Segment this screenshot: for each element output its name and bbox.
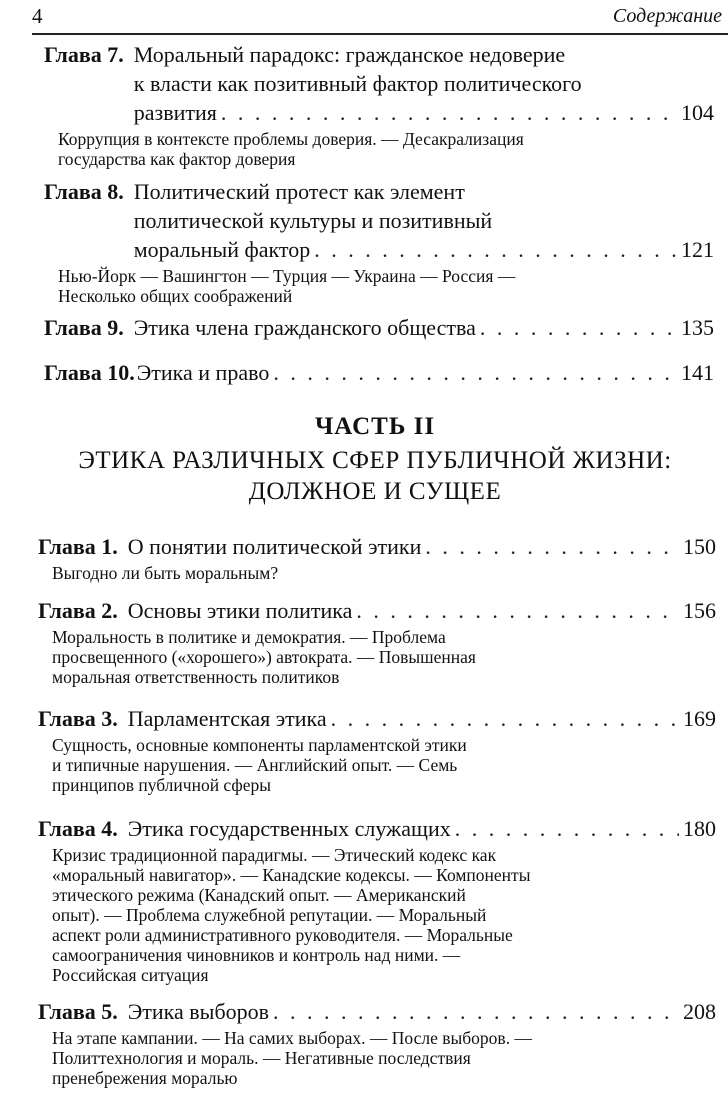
sections-line: самоограничения чиновников и контроль над ними. —: [52, 945, 461, 965]
page-ref: 208: [683, 999, 716, 1024]
part-heading: [30, 413, 720, 507]
toc-entry-p2-ch5[interactable]: [38, 997, 716, 1088]
sections-line: Моральность в политике и демократия. — Проблема: [52, 627, 446, 647]
sections-line: «моральный навигатор». — Канадские кодексы. — Компоненты: [52, 865, 531, 885]
sections-line: На этапе кампании. — На самих выборах. — После выборов. —: [52, 1028, 532, 1048]
chapter-sections: [38, 627, 716, 687]
chapter-label: Глава 5.: [38, 999, 118, 1024]
chapter-title-line: Этика государственных служащих: [127, 816, 451, 841]
sections-line: Нью-Йорк — Вашингтон — Турция — Украина — Россия —: [58, 266, 516, 286]
toc-entry-p2-ch2[interactable]: [38, 596, 716, 687]
chapter-title-line: политической культуры и позитивный: [133, 208, 493, 233]
toc-entry-ch7[interactable]: [44, 40, 714, 169]
leader-dots: [314, 235, 677, 264]
chapter-label: Глава 10.: [44, 360, 135, 385]
sections-line: Российская ситуация: [52, 965, 209, 985]
sections-line: аспект роли административного руководителя. — Моральные: [52, 925, 513, 945]
header-rule: [32, 33, 728, 35]
leader-dots: [221, 98, 677, 127]
toc-entry-p2-ch3[interactable]: [38, 704, 716, 795]
sections-line: Несколько общих соображений: [58, 286, 293, 306]
sections-line: Выгодно ли быть моральным?: [52, 563, 279, 583]
part-title-line: ДОЛЖНОЕ И СУЩЕЕ: [248, 478, 502, 505]
chapter-label: Глава 8.: [44, 179, 124, 204]
page-number: 4: [32, 4, 43, 28]
chapter-title-line: Этика члена гражданского общества: [133, 315, 476, 340]
chapter-label: Глава 1.: [38, 534, 118, 559]
page-ref: 135: [681, 315, 714, 340]
sections-line: принципов публичной сферы: [52, 775, 272, 795]
sections-line: пренебрежения моралью: [52, 1068, 238, 1088]
chapter-title-line: О понятии политической этики: [127, 534, 422, 559]
chapter-sections: [38, 563, 716, 583]
sections-line: просвещенного («хорошего») автократа. — Повышенная: [52, 647, 476, 667]
page-ref: 156: [683, 598, 716, 623]
sections-line: и типичные нарушения. — Английский опыт. — Семь: [52, 755, 458, 775]
chapter-title-line: развития: [133, 100, 217, 125]
chapter-sections: [44, 266, 714, 306]
page-ref: 150: [683, 534, 716, 559]
chapter-title-line: Основы этики политика: [127, 598, 353, 623]
running-header: Содержание: [612, 5, 722, 27]
page-ref: 104: [681, 100, 714, 125]
part-number: ЧАСТЬ II: [314, 413, 436, 440]
leader-dots: [356, 596, 679, 625]
leader-dots: [480, 313, 677, 342]
chapter-label: Глава 9.: [44, 315, 124, 340]
sections-line: Сущность, основные компоненты парламентской этики: [52, 735, 467, 755]
toc-entry-ch9[interactable]: [44, 313, 714, 342]
leader-dots: [273, 997, 679, 1026]
chapter-label: Глава 4.: [38, 816, 118, 841]
chapter-title-line: Этика и право: [136, 360, 270, 385]
sections-line: опыт). — Проблема служебной репутации. — Моральный: [52, 905, 487, 925]
chapter-label: Глава 3.: [38, 706, 118, 731]
chapter-title-line: Парламентская этика: [127, 706, 327, 731]
chapter-label: Глава 2.: [38, 598, 118, 623]
sections-line: Коррупция в контексте проблемы доверия. — Десакрализация: [58, 129, 524, 149]
chapter-sections: [38, 735, 716, 795]
sections-line: Политтехнология и мораль. — Негативные последствия: [52, 1048, 471, 1068]
page-ref: 121: [681, 237, 714, 262]
leader-dots: [273, 358, 677, 387]
chapter-sections: [38, 1028, 716, 1088]
chapter-title-line: Моральный парадокс: гражданское недоверие: [133, 42, 566, 67]
chapter-sections: [38, 845, 716, 985]
page-ref: 169: [683, 706, 716, 731]
chapter-title-line: Политический протест как элемент: [133, 179, 465, 204]
page-ref: 141: [681, 360, 714, 385]
chapter-title-line: к власти как позитивный фактор политического: [133, 71, 582, 96]
toc-entry-ch8[interactable]: [44, 177, 714, 306]
sections-line: этического режима (Канадский опыт. — Американский: [52, 885, 466, 905]
part-title-line: ЭТИКА РАЗЛИЧНЫХ СФЕР ПУБЛИЧНОЙ ЖИЗНИ:: [78, 447, 672, 474]
chapter-title-line: моральный фактор: [133, 237, 311, 262]
toc-entry-p2-ch4[interactable]: [38, 814, 716, 985]
leader-dots: [425, 532, 679, 561]
sections-line: моральная ответственность политиков: [52, 667, 340, 687]
leader-dots: [455, 814, 679, 843]
sections-line: государства как фактор доверия: [58, 149, 296, 169]
chapter-title-line: Этика выборов: [127, 999, 270, 1024]
toc-entry-ch10[interactable]: [44, 358, 714, 387]
chapter-sections: [44, 129, 714, 169]
chapter-label: Глава 7.: [44, 42, 124, 67]
toc-entry-p2-ch1[interactable]: [38, 532, 716, 583]
sections-line: Кризис традиционной парадигмы. — Этический кодекс как: [52, 845, 497, 865]
leader-dots: [331, 704, 679, 733]
page-ref: 180: [683, 816, 716, 841]
